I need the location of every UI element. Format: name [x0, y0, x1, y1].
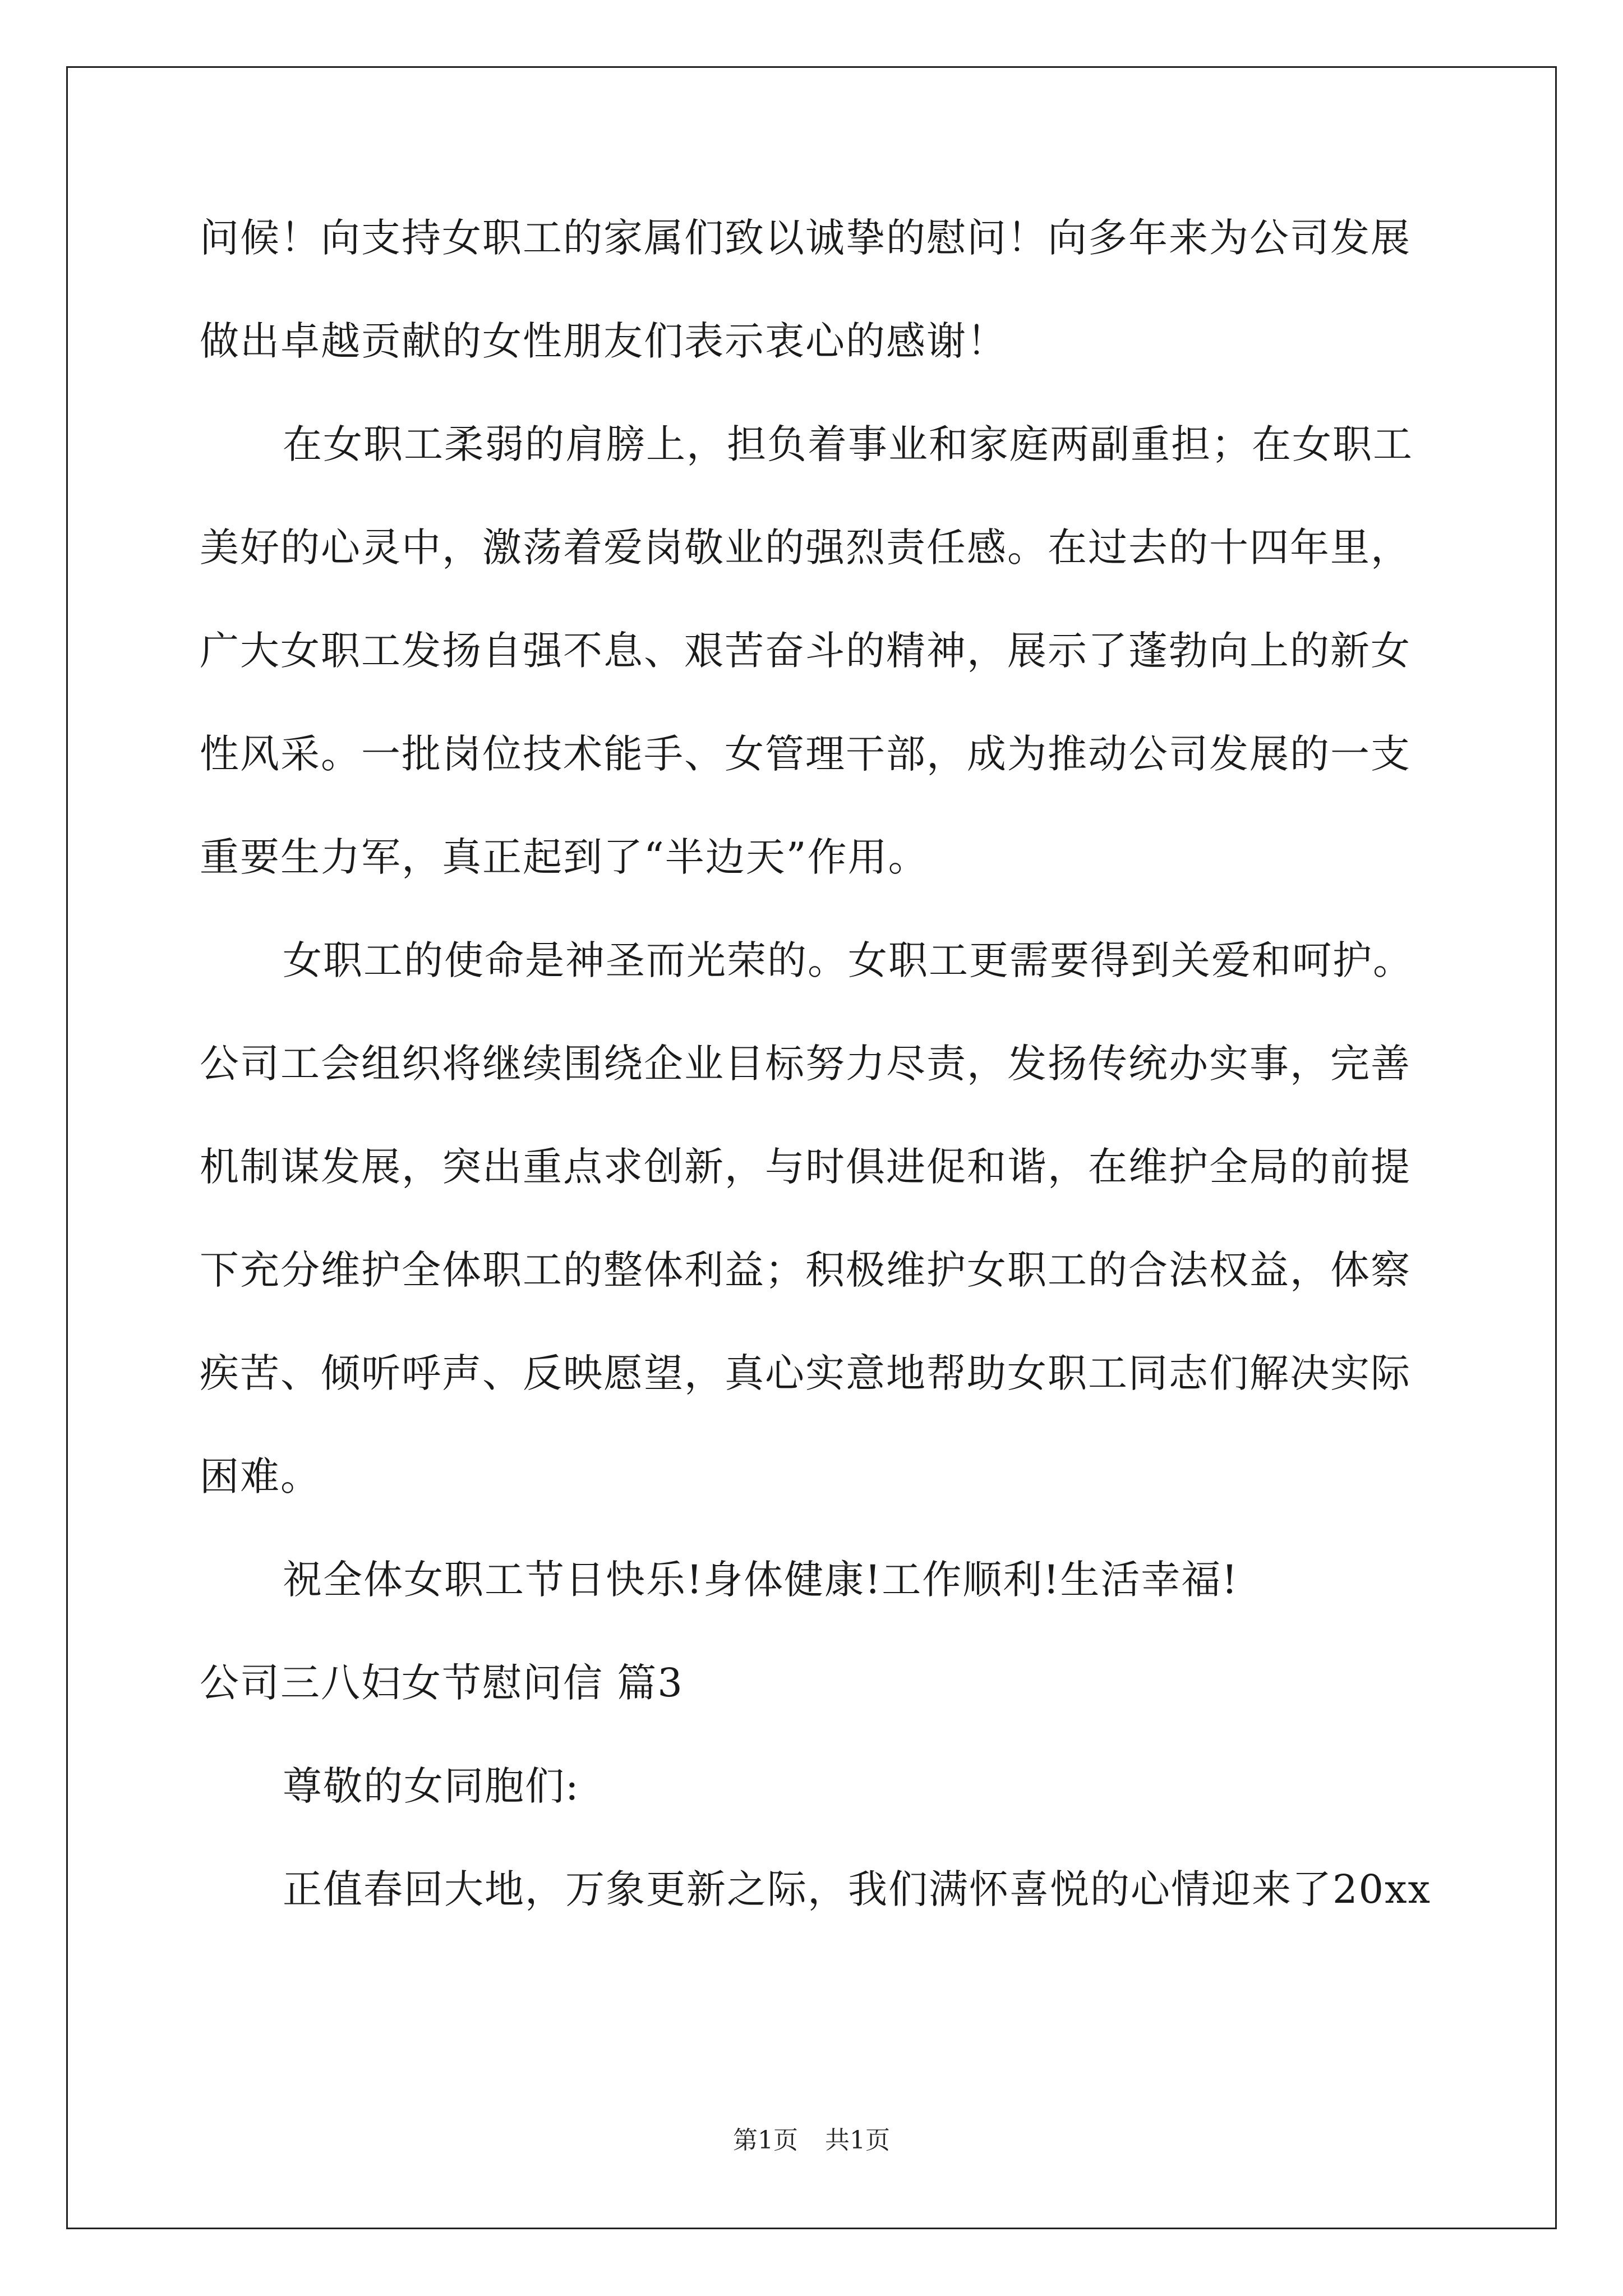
text-line: 问候！向支持女职工的家属们致以诚挚的慰问！向多年来为公司发展: [200, 215, 1411, 261]
text-line: 广大女职工发扬自强不息、艰苦奋斗的精神，展示了蓬勃向上的新女: [200, 628, 1411, 674]
text-line: 公司工会组织将继续围绕企业目标努力尽责，发扬传统办实事，完善: [200, 1041, 1411, 1087]
document-body: [200, 212, 1433, 1967]
text-line: 女职工的使命是神圣而光荣的。女职工更需要得到关爱和呵护。: [283, 937, 1413, 983]
text-line: 在女职工柔弱的肩膀上，担负着事业和家庭两副重担；在女职工: [283, 421, 1413, 467]
text-line: 美好的心灵中，激荡着爱岗敬业的强烈责任感。在过去的十四年里，: [200, 524, 1411, 570]
text-line: 重要生力军，真正起到了“半边天”作用。: [200, 834, 929, 880]
text-line: 下充分维护全体职工的整体利益；积极维护女职工的合法权益，体察: [200, 1247, 1411, 1293]
text-line: 做出卓越贡献的女性朋友们表示衷心的感谢！: [200, 318, 1007, 364]
page-footer: [0, 2125, 1623, 2156]
text-line: 机制谋发展，突出重点求创新，与时俱进促和谐，在维护全局的前提: [200, 1144, 1411, 1190]
text-line: 正值春回大地，万象更新之际，我们满怀喜悦的心情迎来了20xx: [283, 1866, 1432, 1912]
text-line: 性风采。一批岗位技术能手、女管理干部，成为推动公司发展的一支: [200, 731, 1411, 777]
page-number: 第1页: [733, 2126, 798, 2155]
text-line: 祝全体女职工节日快乐!身体健康!工作顺利!生活幸福!: [283, 1557, 1239, 1603]
page-total: 共1页: [825, 2126, 890, 2155]
text-line: 困难。: [200, 1453, 321, 1499]
section-heading: 公司三八妇女节慰问信 篇3: [200, 1660, 684, 1706]
text-line: 疾苦、倾听呼声、反映愿望，真心实意地帮助女职工同志们解决实际: [200, 1350, 1411, 1396]
salutation: 尊敬的女同胞们:: [283, 1763, 580, 1809]
